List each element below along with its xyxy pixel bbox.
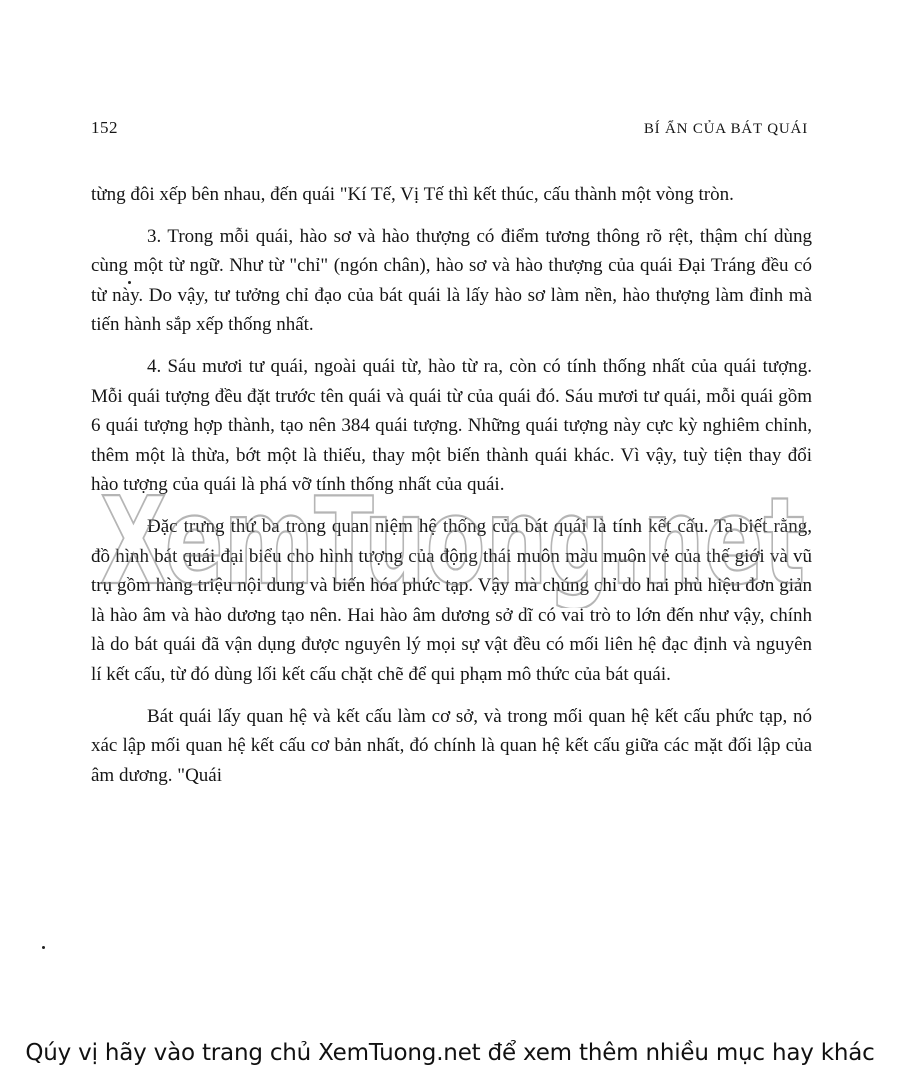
- paragraph: Bát quái lấy quan hệ và kết cấu làm cơ sở, và trong mối quan hệ kết cấu phức tạp, nó xác lập mối quan hệ kết cấu cơ bản nhất, đó chính là quan hệ kết cấu giữa các mặt đối lập của âm dương. "Quái: [91, 705, 812, 786]
- paragraph: Đặc trưng thứ ba trong quan niệm hệ thống của bát quái là tính kết cấu. Ta biết rằng, đồ hình bát quái đại biểu cho hình tượng của động thái muôn màu muôn vẻ của thế giới và vũ trụ gồm hàng triệu nội dung và biến hóa phức tạp. Vậy mà chúng chỉ do hai phù hiệu đơn giản là hào âm và hào dương tạo nên. Hai hào âm dương sở dĩ có vai trò to lớn đến như vậy, chính là do bát quái đã vận dụng được nguyên lý mọi sự vật đều có mối liên hệ đạc định và nguyên lí kết cấu, từ đó dùng lối kết cấu chặt chẽ để qui phạm mô thức của bát quái.: [91, 515, 812, 685]
- stray-mark: [128, 281, 131, 284]
- stray-mark: [42, 946, 45, 949]
- paragraph: 3. Trong mỗi quái, hào sơ và hào thượng có điểm tương thông rõ rệt, thậm chí dùng cùng một từ ngữ. Như từ "chỉ" (ngón chân), hào sơ và hào thượng của quái Đại Tráng đều có từ này. Do vậy, tư tưởng chỉ đạo của bát quái là lấy hào sơ làm nền, hào thượng làm đỉnh mà tiến hành sắp xếp thống nhất.: [91, 225, 812, 336]
- footer-banner[interactable]: Qúy vị hãy vào trang chủ XemTuong.net để xem thêm nhiều mục hay khác: [25, 1040, 875, 1066]
- paragraph: từng đôi xếp bên nhau, đến quái "Kí Tế, Vị Tế thì kết thúc, cấu thành một vòng tròn.: [91, 184, 734, 205]
- paragraph: 4. Sáu mươi tư quái, ngoài quái từ, hào từ ra, còn có tính thống nhất của quái tượng. Mỗi quái tượng đều đặt trước tên quái và quái từ của quái đó. Sáu mươi tư quái, mỗi quái gồm 6 quái tượng hợp thành, tạo nên 384 quái tượng. Những quái tượng này cực kỳ nghiêm chỉnh, thêm một là thừa, bớt một là thiếu, thay một biến thành quái khác. Vì vậy, tuỳ tiện thay đổi hào tượng của quái là phá vỡ tính thống nhất của quái.: [91, 355, 812, 496]
- body-text: [91, 180, 812, 802]
- page-number: 152: [91, 118, 118, 137]
- watermark-text: XemTuong.net: [100, 478, 805, 608]
- running-header: BÍ ẨN CỦA BÁT QUÁI: [643, 121, 808, 137]
